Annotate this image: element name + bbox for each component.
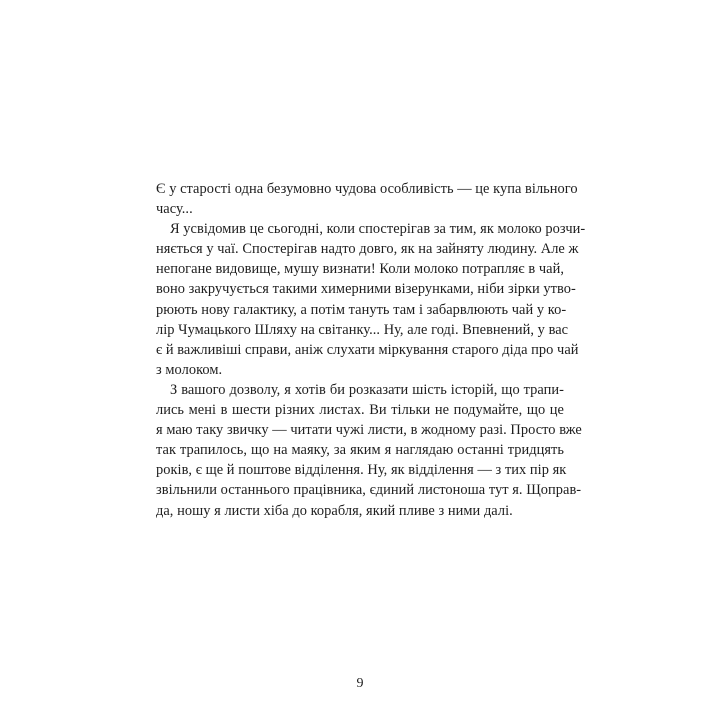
page-number: 9: [356, 676, 364, 691]
text-line: я маю таку звичку — читати чужі листи, в жодному разі. Просто вже: [156, 422, 582, 439]
text-line: непогане видовище, мушу визнати! Коли молоко потрапляє в чай,: [156, 261, 564, 278]
text-line: лір Чумацького Шляху на світанку... Ну, але годі. Впевнений, у вас: [156, 321, 569, 338]
text-line: лись мені в шести різних листах. Ви тільки не подумайте, що це: [156, 402, 564, 419]
text-line: часу...: [156, 201, 193, 218]
text-line: звільнили останнього працівника, єдиний листоноша тут я. Щоправ-: [156, 482, 582, 499]
text-line: з молоком.: [156, 361, 223, 378]
text-line: рюють нову галактику, а потім тануть там і забарвлюють чай у ко-: [156, 301, 567, 318]
text-line: років, є ще й поштове відділення. Ну, як відділення — з тих пір як: [156, 462, 567, 479]
text-line: так трапилось, що на маяку, за яким я наглядаю останні тридцять: [156, 442, 564, 459]
text-line: З вашого дозволу, я хотів би розказати шість історій, що трапи-: [170, 381, 564, 398]
text-line: Є у старості одна безумовно чудова особливість — це купа вільного: [156, 181, 578, 197]
text-line: воно закручується такими химерними візерунками, ніби зірки утво-: [156, 281, 576, 298]
text-line: є й важливіші справи, аніж слухати міркування старого діда про чай: [156, 341, 579, 358]
text-line: Я усвідомив це сьогодні, коли спостерігав за тим, як молоко розчи-: [170, 221, 586, 238]
text-line: да, ношу я листи хіба до корабля, який пливе з ними далі.: [156, 502, 513, 519]
text-line: няється у чаї. Спостерігав надто довго, як на зайняту людину. Але ж: [156, 241, 579, 258]
body-text: [156, 179, 586, 521]
